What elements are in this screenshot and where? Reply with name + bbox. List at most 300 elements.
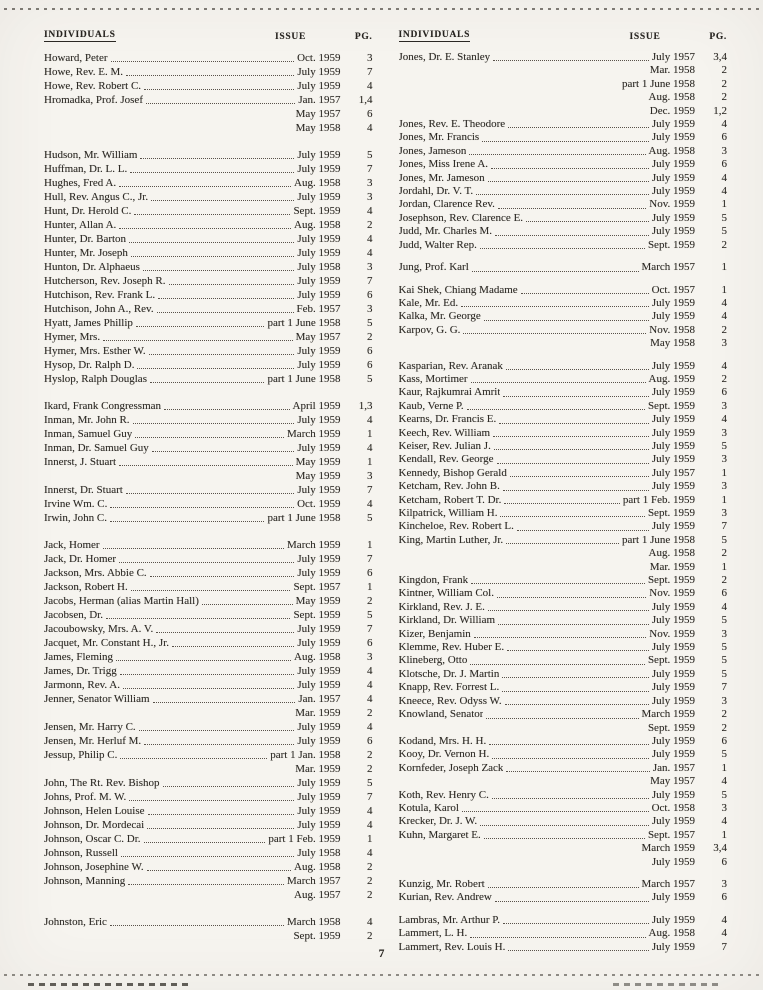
dot-leader: [502, 695, 652, 708]
issue-date: Mar. 1959: [295, 707, 341, 719]
page-ref: 5: [721, 225, 727, 238]
person-name: Jenner, Senator William: [44, 693, 150, 705]
page-ref: 4: [721, 296, 727, 309]
issue-date: July 1959: [651, 296, 695, 309]
page-ref: 5: [721, 654, 727, 667]
issue-date: Sept. 1959: [647, 721, 695, 734]
page-ref: 2: [367, 219, 373, 231]
dot-leader: [136, 720, 298, 734]
page-ref: 3: [721, 694, 727, 707]
issue-date: Aug. 1958: [294, 861, 341, 873]
person-name: Jackson, Mrs. Abbie C.: [44, 567, 147, 579]
index-row: [399, 118, 728, 131]
page-ref: 2: [721, 574, 727, 587]
index-row: [399, 722, 728, 735]
person-name: Kirkland, Dr. William: [398, 614, 496, 627]
page-ref: 2: [367, 749, 373, 761]
dot-leader: [141, 832, 269, 846]
index-column-body: [399, 51, 728, 954]
dot-leader: [117, 664, 298, 678]
issue-date: part 1 June 1958: [267, 373, 341, 385]
page-ref: 3: [721, 337, 727, 350]
index-row: [44, 107, 373, 121]
index-row: [44, 734, 373, 748]
dot-leader: [107, 497, 297, 511]
issue-date: July 1959: [651, 815, 695, 828]
page-ref: 4: [721, 171, 727, 184]
index-row: [44, 580, 373, 594]
dot-leader: [116, 552, 297, 566]
person-name: Innerst, J. Stuart: [44, 456, 117, 468]
dot-leader: [134, 358, 297, 372]
dot-leader: [505, 118, 652, 131]
person-name: Irvine Wm. C.: [44, 498, 108, 510]
dot-leader: [518, 284, 652, 297]
dot-leader: [399, 775, 651, 788]
page-ref: 4: [367, 414, 373, 426]
index-row: [44, 162, 373, 176]
page-ref: 4: [367, 847, 373, 859]
person-name: Karpov, G. G.: [398, 323, 461, 336]
dot-leader: [481, 829, 648, 842]
index-row: [399, 467, 728, 480]
issue-date: part 1 June 1958: [621, 77, 695, 90]
issue-date: Nov. 1959: [649, 587, 695, 600]
issue-date: July 1959: [651, 913, 695, 926]
issue-date: Sept. 1959: [293, 930, 341, 942]
person-name: Hudson, Mr. William: [44, 149, 138, 161]
issue-date: Mar. 1958: [649, 64, 695, 77]
person-name: Knowland, Senator: [398, 708, 484, 721]
issue-date: July 1959: [297, 233, 341, 245]
issue-date: July 1959: [651, 439, 695, 452]
issue-date: July 1959: [297, 484, 341, 496]
issue-date: Sept. 1959: [647, 399, 695, 412]
person-name: Hughes, Fred A.: [44, 177, 117, 189]
index-row: [44, 594, 373, 608]
index-group: [399, 284, 728, 351]
issue-date: July 1959: [651, 225, 695, 238]
index-row: [44, 748, 373, 762]
index-row: [399, 172, 728, 185]
person-name: Josephson, Rev. Clarence E.: [398, 211, 524, 224]
person-name: Judd, Mr. Charles M.: [398, 225, 492, 238]
issue-date: July 1959: [297, 442, 341, 454]
page-ref: 4: [721, 815, 727, 828]
index-row: [44, 706, 373, 720]
page-ref: 5: [721, 614, 727, 627]
issue-date: March 1957: [287, 875, 341, 887]
column-header: [399, 30, 728, 42]
index-row: [399, 668, 728, 681]
dot-leader: [116, 455, 295, 469]
dot-leader: [468, 373, 649, 386]
index-row: [399, 574, 728, 587]
person-name: Inman, Dr. Samuel Guy: [44, 442, 149, 454]
index-row: [44, 65, 373, 79]
issue-date: part 1 Feb. 1959: [622, 493, 695, 506]
index-row: [44, 552, 373, 566]
index-row: [399, 927, 728, 940]
page-ref: 2: [367, 930, 373, 942]
page-ref: 3: [721, 453, 727, 466]
issue-date: March 1957: [641, 877, 695, 890]
issue-date: July 1959: [297, 721, 341, 733]
index-row: [399, 534, 728, 547]
issue-date: July 1958: [297, 847, 341, 859]
person-name: Johnson, Manning: [44, 875, 126, 887]
dot-leader: [103, 608, 293, 622]
dot-leader: [488, 158, 652, 171]
issue-date: July 1959: [297, 191, 341, 203]
dot-leader: [501, 494, 623, 507]
index-row: [399, 453, 728, 466]
issue-date: Sept. 1957: [647, 828, 695, 841]
page-ref: 4: [367, 693, 373, 705]
index-row: [399, 641, 728, 654]
dot-leader: [44, 121, 296, 135]
page-ref: 4: [721, 310, 727, 323]
index-row: [399, 628, 728, 641]
page-ref: 2: [367, 763, 373, 775]
issue-date: July 1959: [651, 855, 695, 868]
index-row: [44, 678, 373, 692]
index-row: [399, 145, 728, 158]
index-row: [399, 225, 728, 238]
header-individuals-label: INDIVIDUALS: [398, 30, 471, 40]
index-row: [399, 802, 728, 815]
index-row: [399, 261, 728, 274]
person-name: Jensen, Mr. Herluf M.: [44, 735, 142, 747]
page-ref: 1: [367, 581, 373, 593]
index-row: [44, 79, 373, 93]
person-name: Johnson, Russell: [44, 847, 118, 859]
page-ref: 5: [721, 641, 727, 654]
person-name: Hyslop, Ralph Douglas: [44, 373, 147, 385]
dot-leader: [467, 654, 648, 667]
issue-date: July 1959: [651, 310, 695, 323]
page-ref: 2: [367, 331, 373, 343]
index-row: [44, 888, 373, 902]
issue-date: Aug. 1959: [648, 372, 695, 385]
person-name: Johnson, Josephine W.: [44, 861, 144, 873]
person-name: Klemme, Rev. Huber E.: [398, 641, 505, 654]
page-ref: 6: [367, 637, 373, 649]
index-row: [399, 51, 728, 64]
person-name: Jacoubowsky, Mrs. A. V.: [44, 623, 154, 635]
page-ref: 6: [721, 855, 727, 868]
page-ref: 5: [367, 373, 373, 385]
issue-date: Nov. 1958: [649, 323, 695, 336]
dot-leader: [479, 131, 652, 144]
index-group: [399, 360, 728, 869]
index-column-body: [44, 51, 373, 943]
issue-date: July 1959: [297, 66, 341, 78]
person-name: Jones, Mr. Jameson: [398, 171, 485, 184]
person-name: Kaub, Verne P.: [398, 399, 464, 412]
page-ref: 2: [721, 323, 727, 336]
dot-leader: [130, 413, 298, 427]
page-ref: 1,3: [358, 400, 373, 412]
issue-date: July 1959: [297, 414, 341, 426]
dot-leader: [486, 735, 652, 748]
page-ref: 6: [367, 359, 373, 371]
issue-date: July 1959: [297, 80, 341, 92]
index-row: [399, 681, 728, 694]
issue-date: part 1 June 1958: [621, 533, 695, 546]
index-row: [399, 494, 728, 507]
issue-date: Jan. 1957: [652, 761, 695, 774]
dot-leader: [140, 260, 297, 274]
page-ref: 4: [367, 916, 373, 928]
index-row: [44, 190, 373, 204]
person-name: Hymer, Mrs.: [44, 331, 101, 343]
index-row: [44, 915, 373, 929]
dot-leader: [464, 400, 648, 413]
issue-date: Aug. 1958: [648, 91, 695, 104]
person-name: Hunton, Dr. Alphaeus: [44, 261, 140, 273]
issue-date: May 1957: [650, 775, 695, 788]
page-ref: 3: [367, 52, 373, 64]
person-name: Jones, Mr. Francis: [398, 131, 480, 144]
page-ref: 3,4: [713, 51, 727, 63]
issue-date: Oct. 1957: [651, 283, 695, 296]
index-row: [399, 748, 728, 761]
index-row: [44, 804, 373, 818]
page-ref: 4: [367, 442, 373, 454]
index-row: [399, 373, 728, 386]
issue-date: Aug. 1958: [294, 177, 341, 189]
page-ref: 4: [367, 665, 373, 677]
index-row: [399, 735, 728, 748]
page-ref: 4: [721, 413, 727, 426]
page-ref: 4: [721, 927, 727, 940]
person-name: Hutchison, John A., Rev.: [44, 303, 154, 315]
column-header: [44, 30, 373, 42]
dot-leader: [492, 891, 652, 904]
dot-leader: [123, 483, 298, 497]
index-row: [44, 176, 373, 190]
dot-leader: [496, 413, 652, 426]
person-name: Kurian, Rev. Andrew: [398, 891, 492, 904]
dot-leader: [141, 734, 297, 748]
issue-date: March 1959: [641, 708, 695, 721]
dot-leader: [504, 641, 652, 654]
page-ref: 4: [721, 185, 727, 198]
issue-date: Oct. 1959: [297, 498, 341, 510]
issue-date: July 1959: [651, 748, 695, 761]
index-row: [44, 860, 373, 874]
index-row: [399, 587, 728, 600]
issue-date: part 1 Jan. 1958: [270, 749, 341, 761]
issue-date: July 1959: [651, 788, 695, 801]
dot-leader: [116, 176, 294, 190]
dot-leader: [485, 172, 652, 185]
index-row: [399, 891, 728, 904]
person-name: Inman, Samuel Guy: [44, 428, 133, 440]
issue-date: Aug. 1958: [648, 547, 695, 560]
person-name: Kunzig, Mr. Robert: [398, 877, 485, 890]
dot-leader: [503, 360, 652, 373]
issue-date: Sept. 1959: [647, 574, 695, 587]
bottom-right-dash-mark: [613, 983, 723, 986]
page-ref: 1: [367, 539, 373, 551]
index-row: [44, 455, 373, 469]
page-ref: 2: [721, 91, 727, 104]
dot-leader: [107, 915, 287, 929]
page-ref: 1,2: [713, 104, 727, 117]
dot-leader: [155, 288, 297, 302]
issue-date: July 1959: [651, 891, 695, 904]
page-ref: 7: [721, 681, 727, 694]
dot-leader: [473, 185, 652, 198]
page-ref: 1: [721, 466, 727, 479]
page-ref: 5: [721, 439, 727, 452]
page-ref: 1: [721, 828, 727, 841]
issue-date: July 1959: [297, 805, 341, 817]
index-row: [44, 218, 373, 232]
dot-leader: [491, 440, 652, 453]
index-row: [399, 601, 728, 614]
person-name: Hull, Rev. Angus C., Jr.: [44, 191, 149, 203]
issue-date: July 1959: [651, 734, 695, 747]
page-ref: 7: [367, 484, 373, 496]
index-row: [44, 288, 373, 302]
page-ref: 1: [721, 198, 727, 211]
page-ref: 6: [721, 131, 727, 144]
dot-leader: [100, 538, 287, 552]
index-group: [44, 51, 373, 135]
index-row: [44, 692, 373, 706]
index-row: [44, 538, 373, 552]
dot-leader: [161, 399, 293, 413]
page-ref: 2: [721, 372, 727, 385]
person-name: Jones, Dr. E. Stanley: [398, 51, 491, 63]
index-row: [399, 856, 728, 869]
index-row: [399, 815, 728, 828]
index-row: [399, 561, 728, 574]
page-ref: 1: [367, 428, 373, 440]
issue-date: July 1959: [297, 149, 341, 161]
dot-leader: [459, 802, 652, 815]
person-name: Kearns, Dr. Francis E.: [398, 413, 497, 426]
issue-date: July 1959: [651, 386, 695, 399]
page-ref: 3,4: [713, 842, 727, 855]
index-row: [399, 284, 728, 297]
issue-date: July 1959: [297, 567, 341, 579]
dot-leader: [489, 748, 652, 761]
issue-date: March 1959: [287, 539, 341, 551]
dot-leader: [144, 818, 297, 832]
index-row: [44, 566, 373, 580]
person-name: Hutchison, Rev. Frank L.: [44, 289, 156, 301]
issue-date: Sept. 1957: [293, 581, 341, 593]
person-name: Jones, Miss Irene A.: [398, 158, 489, 171]
index-row: [399, 310, 728, 323]
issue-date: May 1959: [295, 470, 341, 482]
issue-date: Sept. 1959: [647, 654, 695, 667]
page-ref: 5: [721, 667, 727, 680]
person-name: Inman, Mr. John R.: [44, 414, 130, 426]
index-column-right: [399, 30, 728, 954]
issue-date: Mar. 1959: [295, 763, 341, 775]
person-name: Johnson, Dr. Mordecai: [44, 819, 145, 831]
dot-leader: [145, 804, 298, 818]
issue-date: Aug. 1958: [294, 651, 341, 663]
page-ref: 3: [721, 507, 727, 519]
dot-leader: [399, 105, 650, 118]
index-row: [399, 91, 728, 104]
page-ref: 4: [367, 205, 373, 217]
dot-leader: [44, 107, 296, 121]
index-row: [399, 360, 728, 373]
person-name: Kilpatrick, William H.: [398, 507, 498, 519]
person-name: Kneece, Rev. Odyss W.: [398, 694, 502, 707]
page-ref: 5: [367, 609, 373, 621]
issue-date: Jan. 1957: [298, 94, 341, 106]
bottom-left-dash-mark: [28, 983, 188, 986]
dot-leader: [471, 628, 650, 641]
page-ref: 7: [367, 553, 373, 565]
person-name: Keiser, Rev. Julian J.: [398, 439, 491, 452]
page-ref: 1: [721, 493, 727, 506]
issue-date: July 1959: [297, 345, 341, 357]
issue-date: Aug. 1957: [294, 889, 341, 901]
dot-leader: [514, 520, 652, 533]
page-ref: 4: [721, 600, 727, 613]
dot-leader: [489, 789, 652, 802]
issue-date: May 1958: [295, 122, 341, 134]
index-row: [399, 547, 728, 560]
person-name: Jung, Prof. Karl: [398, 261, 469, 274]
issue-date: July 1959: [651, 453, 695, 466]
person-name: Keech, Rev. William: [398, 426, 491, 439]
index-group: [399, 51, 728, 252]
index-column-left: [44, 30, 373, 954]
dot-leader: [492, 225, 652, 238]
issue-date: July 1959: [651, 667, 695, 680]
person-name: Irwin, John C.: [44, 512, 107, 524]
page-ref: 2: [721, 547, 727, 560]
issue-date: May 1959: [295, 456, 341, 468]
issue-date: March 1957: [641, 261, 695, 274]
dot-leader: [133, 316, 268, 330]
issue-date: July 1959: [651, 940, 695, 953]
person-name: Kornfeder, Joseph Zack: [398, 761, 504, 774]
page-ref: 3: [367, 303, 373, 315]
person-name: Howard, Peter: [44, 52, 108, 64]
index-row: [44, 483, 373, 497]
person-name: Johnson, Oscar C. Dr.: [44, 833, 141, 845]
index-row: [44, 330, 373, 344]
index-row: [44, 776, 373, 790]
index-row: [399, 440, 728, 453]
dot-leader: [125, 874, 287, 888]
index-row: [44, 497, 373, 511]
page-ref: 7: [367, 163, 373, 175]
person-name: Johns, Prof. M. W.: [44, 791, 127, 803]
dot-leader: [468, 574, 648, 587]
page-ref: 1: [721, 261, 727, 274]
issue-date: Sept. 1959: [293, 609, 341, 621]
dot-leader: [154, 302, 297, 316]
issue-date: part 1 June 1958: [267, 512, 341, 524]
dot-leader: [500, 914, 652, 927]
issue-date: July 1959: [651, 211, 695, 224]
page-ref: 3: [721, 426, 727, 439]
page-ref: 2: [367, 861, 373, 873]
dot-leader: [500, 480, 652, 493]
